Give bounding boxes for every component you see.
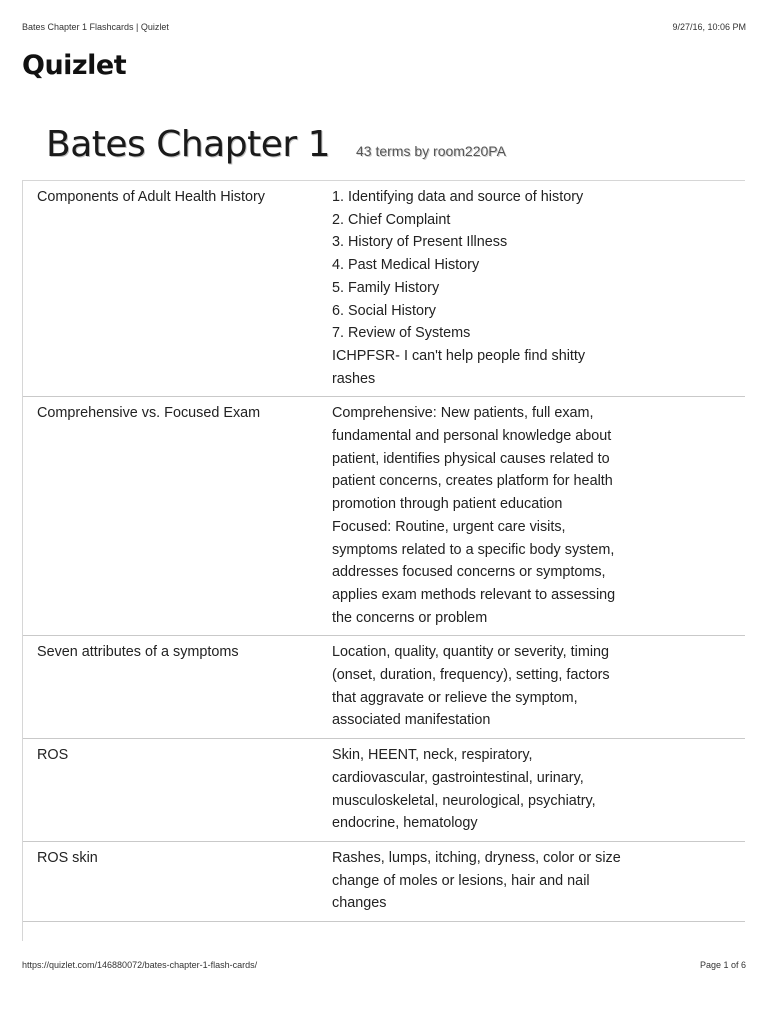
term-cell: ROS xyxy=(37,747,69,764)
flashcard-row xyxy=(23,397,745,636)
definition-cell: Rashes, lumps, itching, dryness, color or size change of moles or lesions, hair and nail changes xyxy=(332,849,621,912)
definition-cell: Comprehensive: New patients, full exam, fundamental and personal knowledge about patient, identifies physical causes related to patient concerns, creates platform for health promotion through patient education Focused: Routine, urgent care visits, symptoms related to a specific body system, addresses focused concerns or symptoms, applies exam methods relevant to assessing the concerns or problem xyxy=(332,405,616,626)
page-number: Page 1 of 6 xyxy=(699,960,746,970)
flashcard-row xyxy=(23,739,745,842)
print-header-title: Bates Chapter 1 Flashcards | Quizlet xyxy=(22,22,169,32)
definition-cell: Location, quality, quantity or severity, timing (onset, duration, frequency), setting, factors that aggravate or relieve the symptom, associated manifestation xyxy=(332,644,610,729)
flashcard-row xyxy=(23,842,745,922)
print-footer xyxy=(22,960,746,970)
term-cell: Components of Adult Health History xyxy=(37,189,265,205)
quizlet-logo[interactable]: Quizlet xyxy=(22,50,127,81)
definition-cell: Skin, HEENT, neck, respiratory, cardiovascular, gastrointestinal, urinary, musculoskeletal, neurological, psychiatry, endocrine, hematology xyxy=(332,747,596,832)
page-url[interactable]: https://quizlet.com/146880072/bates-chapter-1-flash-cards/ xyxy=(22,960,258,970)
term-cell: ROS skin xyxy=(37,849,98,866)
definition-cell: 1. Identifying data and source of history 2. Chief Complaint 3. History of Present Illness 4. Past Medical History 5. Family History 6. Social History 7. Review of Systems ICHPFSR- I can't help people find shitty rashes xyxy=(332,189,586,387)
flashcard-row xyxy=(23,636,745,739)
print-header xyxy=(22,22,746,32)
flashcard-row xyxy=(23,181,745,397)
set-header xyxy=(46,124,506,165)
set-meta: 43 terms by room220PA xyxy=(356,143,506,159)
flashcard-table xyxy=(22,180,745,941)
term-cell: Comprehensive vs. Focused Exam xyxy=(37,405,261,422)
term-cell: Seven attributes of a symptoms xyxy=(37,644,239,661)
print-header-datetime: 9/27/16, 10:06 PM xyxy=(672,22,746,32)
set-title: Bates Chapter 1 xyxy=(46,124,330,165)
